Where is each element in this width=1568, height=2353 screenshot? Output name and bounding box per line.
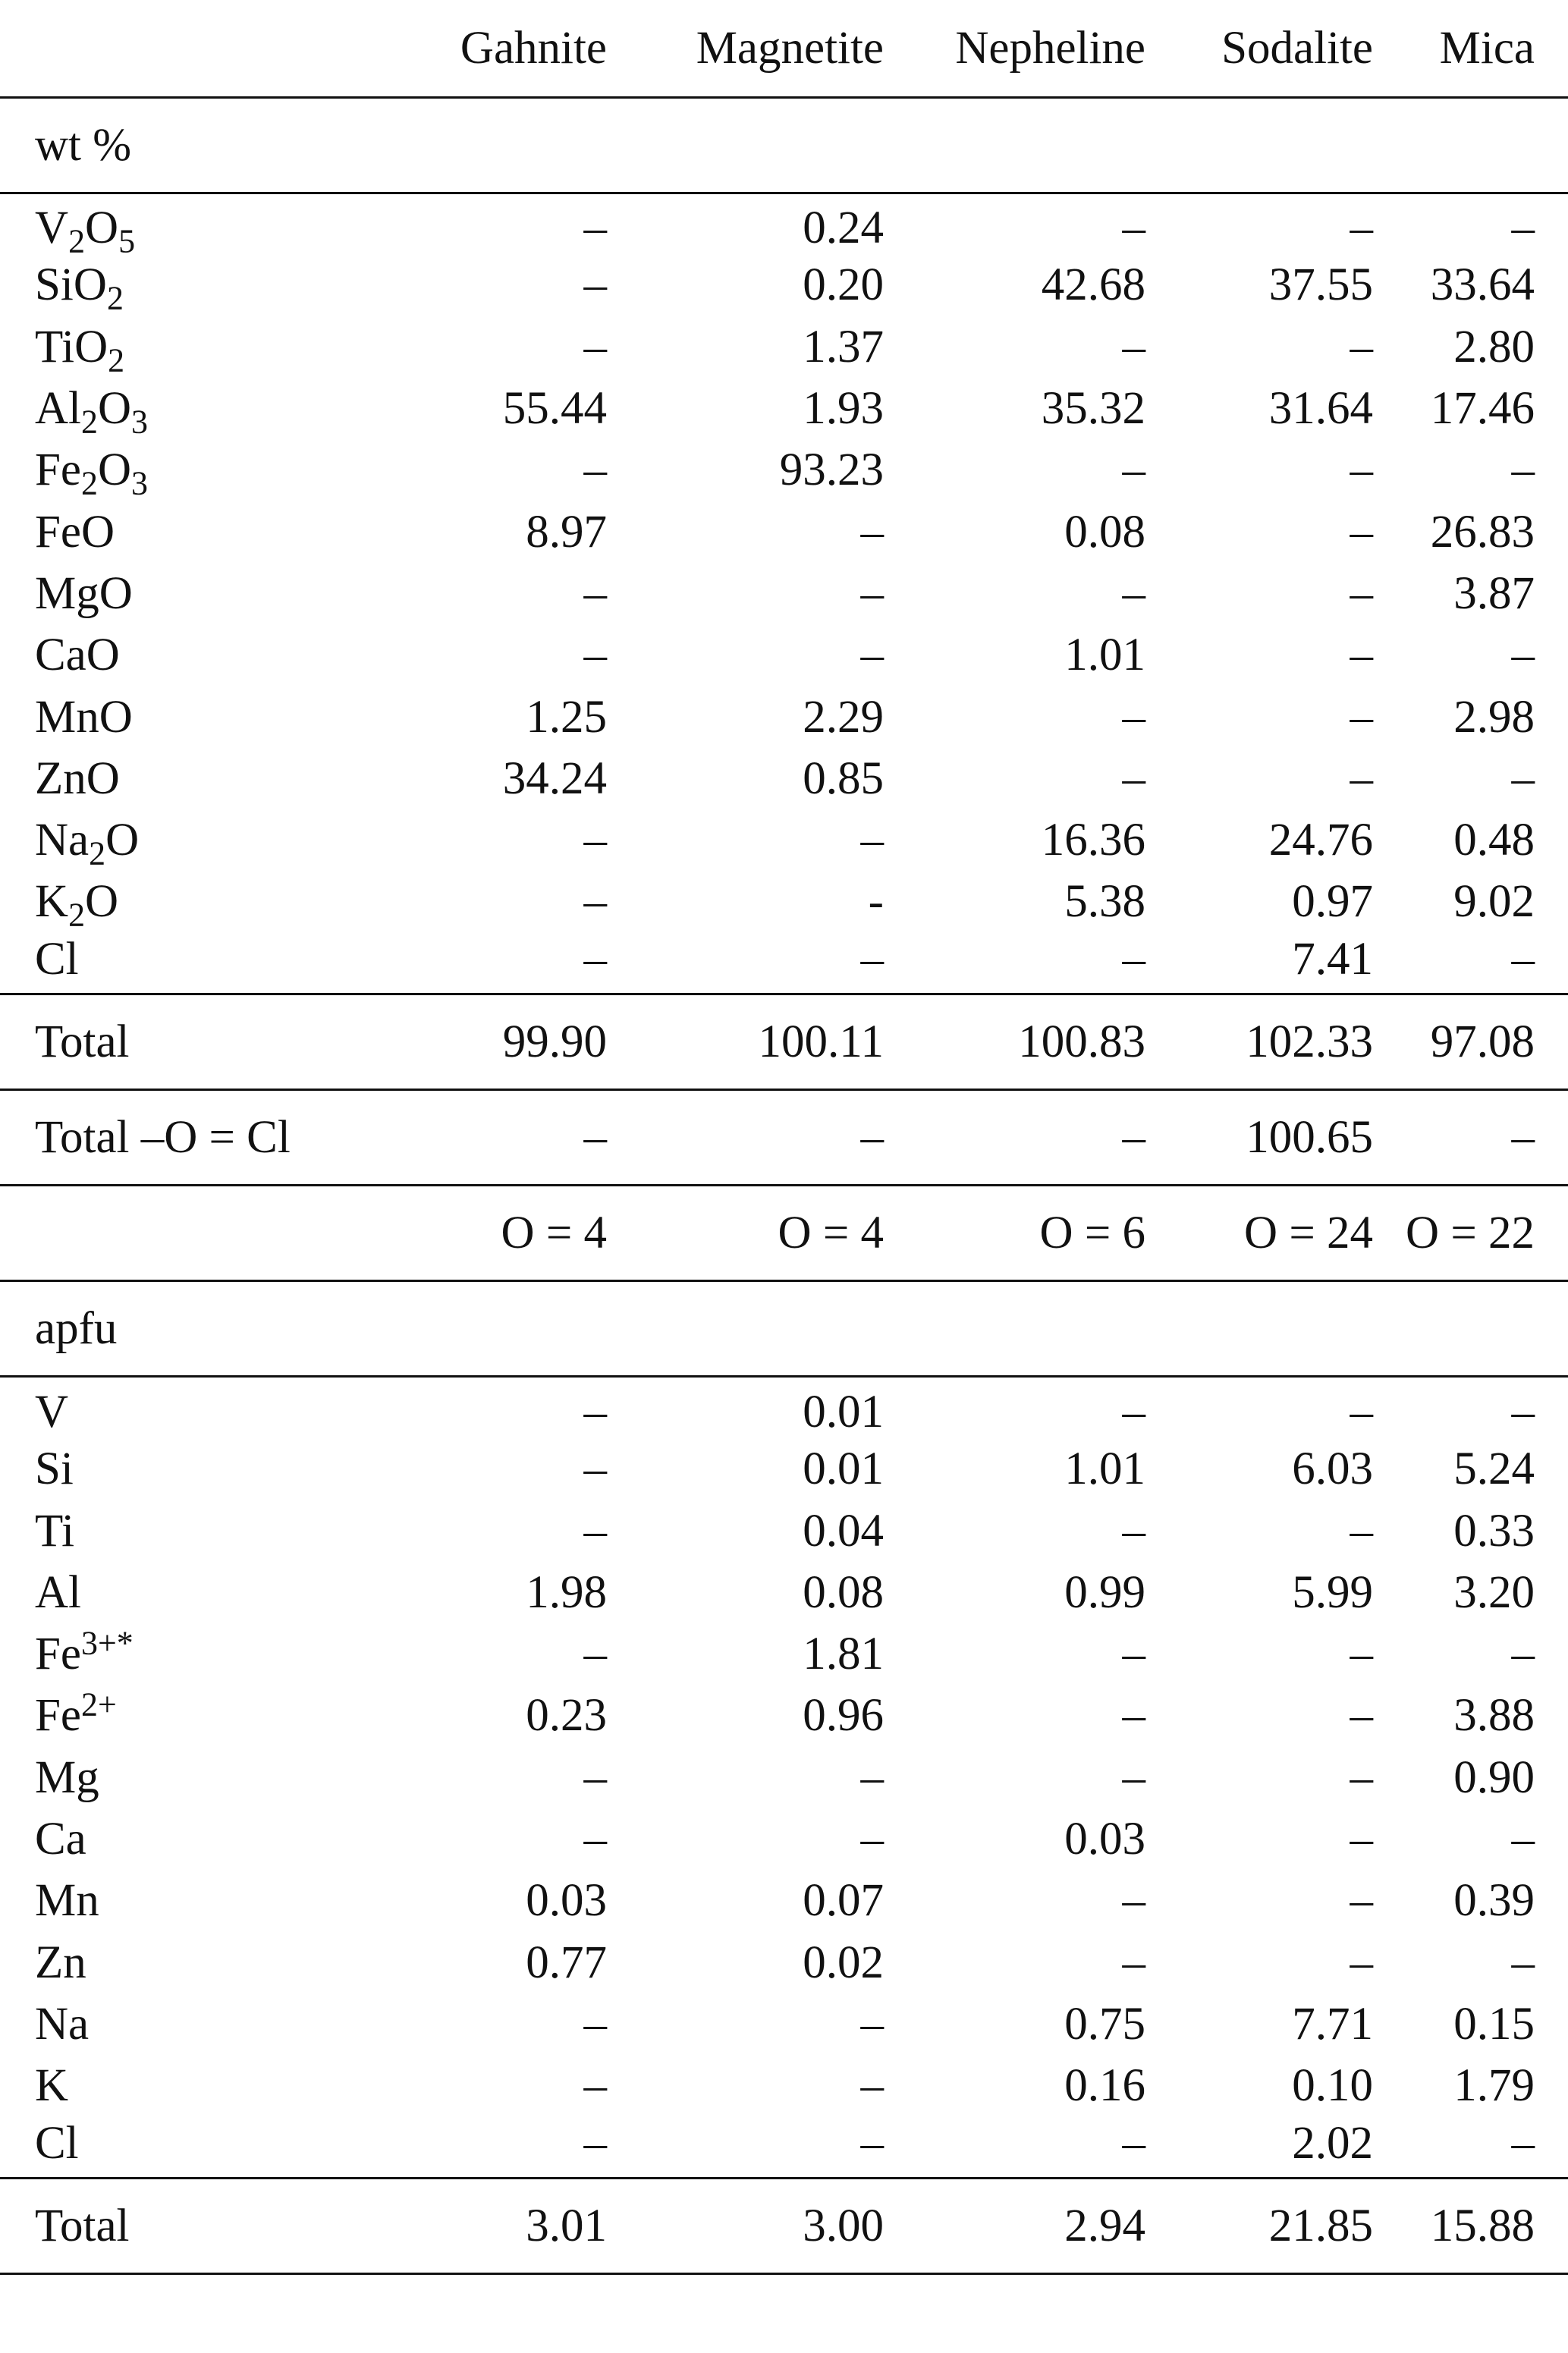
section-row-wt [0, 97, 1568, 193]
cell-value: 2.98 [1453, 691, 1535, 743]
cell-value: – [860, 630, 884, 681]
oxygen-basis-value: O = 4 [501, 1208, 607, 1259]
cell-value: 0.01 [803, 1444, 884, 1495]
cell-value: – [860, 1112, 884, 1164]
cell-value: 17.46 [1430, 383, 1535, 435]
cell-value: 0.24 [803, 202, 884, 253]
oxide-row [0, 378, 1568, 439]
cell-value: – [583, 445, 607, 496]
oxide-row [0, 871, 1568, 932]
cell-value: 3.88 [1453, 1690, 1535, 1742]
cell-value: 31.64 [1268, 383, 1373, 435]
cell-value: 0.75 [1064, 1998, 1145, 2050]
cell-value: – [1511, 1386, 1535, 1437]
cell-value: 2.94 [1064, 2201, 1145, 2252]
oxide-row [0, 254, 1568, 316]
apfu-total-row [0, 2179, 1568, 2274]
cell-value: – [1350, 630, 1373, 681]
row-label: FeO [35, 506, 115, 558]
cell-value: 0.07 [803, 1875, 884, 1927]
blank-cell [0, 1186, 334, 1281]
column-header: Nepheline [955, 22, 1145, 74]
cell-value: 5.38 [1064, 876, 1145, 928]
cell-value: – [583, 1629, 607, 1680]
cell-value: – [1350, 1814, 1373, 1865]
column-header: Magnetite [696, 22, 884, 74]
cell-value: – [583, 933, 607, 985]
total-row [0, 994, 1568, 1090]
cell-value: – [1122, 1112, 1145, 1164]
cell-value: 55.44 [502, 383, 607, 435]
section-label: apfu [35, 1303, 118, 1355]
cell-value: 37.55 [1268, 259, 1373, 311]
cell-value: – [583, 2060, 607, 2112]
column-header: Mica [1439, 22, 1535, 74]
row-label: K [35, 2060, 69, 2112]
cell-value: – [1350, 506, 1373, 558]
cell-value: 1.98 [526, 1566, 607, 1618]
cell-value: – [1122, 321, 1145, 372]
cell-value: 8.97 [526, 506, 607, 558]
cell-value: – [583, 1751, 607, 1803]
row-label: CaO [35, 630, 120, 681]
row-label: Cl [35, 2117, 79, 2169]
cell-value: 3.87 [1453, 567, 1535, 619]
cell-value: 0.02 [803, 1937, 884, 1988]
cell-value: 0.08 [803, 1566, 884, 1618]
row-label: Ca [35, 1814, 86, 1865]
cell-value: – [583, 815, 607, 866]
cell-value: – [583, 321, 607, 372]
cell-value: 7.71 [1292, 1998, 1373, 2050]
column-header: Gahnite [460, 22, 607, 74]
cell-value: 2.02 [1292, 2117, 1373, 2169]
cell-value: – [860, 1751, 884, 1803]
cell-value: 0.85 [803, 752, 884, 804]
cell-value: – [1350, 445, 1373, 496]
cell-value: – [1350, 1690, 1373, 1742]
row-label: MgO [35, 567, 133, 619]
cell-value: – [1350, 1937, 1373, 1988]
oxide-row [0, 933, 1568, 994]
cation-row [0, 1500, 1568, 1561]
cell-value: 2.80 [1453, 321, 1535, 372]
row-label: MnO [35, 691, 133, 743]
row-label: Total [35, 1016, 130, 1068]
cell-value: – [860, 2117, 884, 2169]
oxygen-basis-value: O = 22 [1406, 1208, 1535, 1259]
row-label: Zn [35, 1937, 86, 1988]
cell-value: 100.83 [1018, 1016, 1145, 1068]
row-label: Mn [35, 1875, 99, 1927]
cell-value: – [1122, 691, 1145, 743]
row-label: Mg [35, 1751, 99, 1803]
cell-value: 0.77 [526, 1937, 607, 1988]
cell-value: 7.41 [1292, 933, 1373, 985]
oxide-row [0, 563, 1568, 624]
cell-value: – [1350, 1751, 1373, 1803]
cell-value: – [1511, 202, 1535, 253]
row-label: Ti [35, 1505, 75, 1557]
cell-value: – [583, 1505, 607, 1557]
cell-value: 3.00 [803, 2201, 884, 2252]
cation-row [0, 1870, 1568, 1931]
row-label: TiO$_2$ [35, 321, 125, 379]
cell-value: – [1511, 630, 1535, 681]
header-blank [0, 0, 334, 97]
cell-value: – [583, 1112, 607, 1164]
cell-value: – [1122, 2117, 1145, 2169]
cell-value: - [868, 876, 884, 928]
cell-value: 1.81 [803, 1629, 884, 1680]
cation-row [0, 1993, 1568, 2055]
oxide-row [0, 748, 1568, 809]
cell-value: 26.83 [1430, 506, 1535, 558]
cell-value: 0.99 [1064, 1566, 1145, 1618]
oxide-row [0, 439, 1568, 501]
cell-value: – [1511, 445, 1535, 496]
cell-value: – [1511, 2117, 1535, 2169]
cation-row [0, 1932, 1568, 1993]
cell-value: – [860, 506, 884, 558]
cell-value: 0.97 [1292, 876, 1373, 928]
cell-value: 5.24 [1453, 1444, 1535, 1495]
cell-value: – [583, 1998, 607, 2050]
cell-value: 0.03 [1064, 1814, 1145, 1865]
row-label: Si [35, 1444, 74, 1495]
row-label: Total [35, 2201, 130, 2252]
section-row-apfu [0, 1281, 1568, 1377]
cell-value: 0.10 [1292, 2060, 1373, 2112]
row-label: $Fe_2O_3$ [35, 445, 148, 502]
cell-value: – [1511, 752, 1535, 804]
cell-value: – [1122, 567, 1145, 619]
cell-value: – [583, 1814, 607, 1865]
row-label: $V_2O_5$ [35, 202, 136, 260]
cell-value: 102.33 [1246, 1016, 1373, 1068]
cell-value: – [1122, 1875, 1145, 1927]
section-label: wt % [35, 119, 132, 171]
column-header: Sodalite [1221, 22, 1373, 74]
cell-value: – [583, 567, 607, 619]
cell-value: – [583, 630, 607, 681]
cell-value: – [860, 567, 884, 619]
total-minus-cl-row [0, 1090, 1568, 1186]
cell-value: – [583, 2117, 607, 2169]
cell-value: – [1350, 1505, 1373, 1557]
cell-value: – [1350, 567, 1373, 619]
cell-value: 1.79 [1453, 2060, 1535, 2112]
cell-value: – [583, 1444, 607, 1495]
cation-row [0, 1623, 1568, 1685]
cell-value: – [583, 202, 607, 253]
cell-value: – [1122, 1690, 1145, 1742]
cell-value: – [860, 2060, 884, 2112]
oxygen-basis-value: O = 4 [778, 1208, 884, 1259]
oxide-row [0, 686, 1568, 747]
cell-value: – [1122, 752, 1145, 804]
cell-value: 3.20 [1453, 1566, 1535, 1618]
cell-value: 5.99 [1292, 1566, 1373, 1618]
column-header-row [0, 0, 1568, 97]
cell-value: – [1511, 1112, 1535, 1164]
cell-value: 35.32 [1041, 383, 1145, 435]
oxygen-basis-value: O = 24 [1244, 1208, 1373, 1259]
cation-row [0, 1377, 1568, 1438]
cell-value: – [1122, 1937, 1145, 1988]
cell-value: – [1511, 933, 1535, 985]
cell-value: – [583, 259, 607, 311]
cell-value: 2.29 [803, 691, 884, 743]
cell-value: 0.15 [1453, 1998, 1535, 2050]
cell-value: 0.08 [1064, 506, 1145, 558]
oxide-row [0, 316, 1568, 378]
cell-value: 0.48 [1453, 815, 1535, 866]
row-label: Total –O = Cl [35, 1112, 291, 1164]
cation-row [0, 2055, 1568, 2116]
row-label: $Al_2O_3$ [35, 383, 148, 441]
cell-value: 99.90 [502, 1016, 607, 1068]
cation-row [0, 1808, 1568, 1870]
cell-value: 100.65 [1246, 1112, 1373, 1164]
cell-value: 0.03 [526, 1875, 607, 1927]
row-label: Na [35, 1998, 90, 2050]
cation-row [0, 1562, 1568, 1623]
cell-value: – [1511, 1937, 1535, 1988]
cell-value: 93.23 [779, 445, 884, 496]
cell-value: – [1122, 933, 1145, 985]
cell-value: – [1122, 1751, 1145, 1803]
cell-value: – [860, 1998, 884, 2050]
cell-value: 24.76 [1268, 815, 1373, 866]
cation-row [0, 1747, 1568, 1808]
cation-row [0, 1438, 1568, 1500]
cell-value: 0.33 [1453, 1505, 1535, 1557]
cell-value: 42.68 [1041, 259, 1145, 311]
cell-value: 15.88 [1430, 2201, 1535, 2252]
cell-value: 1.37 [803, 321, 884, 372]
cell-value: – [1350, 752, 1373, 804]
cell-value: – [1122, 1629, 1145, 1680]
cell-value: 1.93 [803, 383, 884, 435]
cell-value: 21.85 [1268, 2201, 1373, 2252]
cell-value: 1.01 [1064, 630, 1145, 681]
cell-value: – [860, 815, 884, 866]
oxide-row [0, 193, 1568, 254]
cell-value: 33.64 [1430, 259, 1535, 311]
table-body [0, 97, 1568, 2274]
cell-value: – [860, 1814, 884, 1865]
cell-value: – [860, 933, 884, 985]
cell-value: 97.08 [1430, 1016, 1535, 1068]
cell-value: 1.25 [526, 691, 607, 743]
row-label: $K_2O$ [35, 876, 119, 934]
oxide-row [0, 501, 1568, 562]
cell-value: 34.24 [502, 752, 607, 804]
cell-value: 0.90 [1453, 1751, 1535, 1803]
cell-value: 16.36 [1041, 815, 1145, 866]
oxygen-basis-value: O = 6 [1039, 1208, 1145, 1259]
cation-row [0, 1685, 1568, 1746]
oxygen-basis-row [0, 1186, 1568, 1281]
cell-value: – [1122, 445, 1145, 496]
row-label: Cl [35, 933, 79, 985]
cell-value: 6.03 [1292, 1444, 1373, 1495]
cell-value: 1.01 [1064, 1444, 1145, 1495]
cell-value: 0.20 [803, 259, 884, 311]
cell-value: 0.96 [803, 1690, 884, 1742]
cell-value: – [1122, 1505, 1145, 1557]
cell-value: 100.11 [758, 1016, 884, 1068]
row-label: ZnO [35, 752, 120, 804]
cell-value: 0.23 [526, 1690, 607, 1742]
cell-value: – [1511, 1629, 1535, 1680]
cell-value: – [1350, 1629, 1373, 1680]
cell-value: 0.16 [1064, 2060, 1145, 2112]
cell-value: – [1350, 691, 1373, 743]
cell-value: – [1122, 1386, 1145, 1437]
row-label: V [35, 1386, 69, 1437]
row-label: SiO$_2$ [35, 259, 124, 317]
cell-value: – [1511, 1814, 1535, 1865]
cell-value: – [1350, 202, 1373, 253]
row-label: $Fe^{2+}$ [35, 1685, 117, 1742]
row-label: $Na_2O$ [35, 815, 140, 872]
cell-value: 0.39 [1453, 1875, 1535, 1927]
cell-value: – [1350, 1386, 1373, 1437]
cell-value: 9.02 [1453, 876, 1535, 928]
cell-value: – [1122, 202, 1145, 253]
cell-value: – [1350, 1875, 1373, 1927]
cell-value: 3.01 [526, 2201, 607, 2252]
cell-value: – [583, 876, 607, 928]
oxide-row [0, 624, 1568, 686]
cell-value: – [583, 1386, 607, 1437]
cation-row [0, 2116, 1568, 2178]
oxide-row [0, 809, 1568, 871]
cell-value: 0.04 [803, 1505, 884, 1557]
cell-value: – [1350, 321, 1373, 372]
cell-value: 0.01 [803, 1386, 884, 1437]
row-label: Al [35, 1566, 81, 1618]
row-label: $Fe^{3+*}$ [35, 1624, 134, 1680]
